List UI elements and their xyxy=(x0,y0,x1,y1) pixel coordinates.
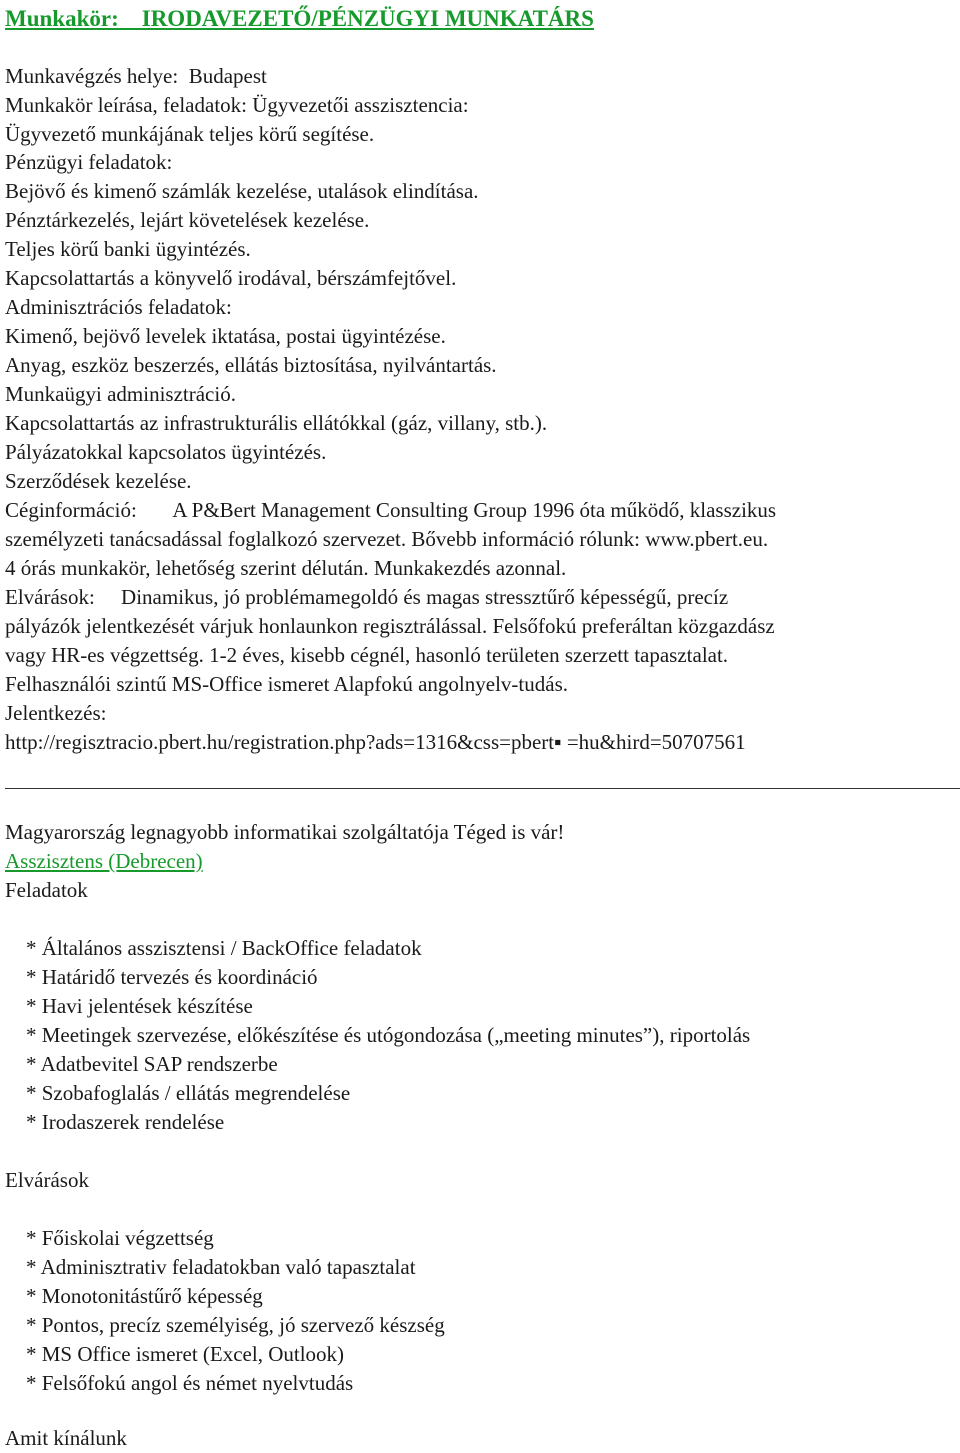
requirement-item: * Főiskolai végzettség xyxy=(26,1226,214,1250)
job1-line: Elvárások: Dinamikus, jó problémamegoldó és magas stressztűrő képességű, precíz xyxy=(5,585,729,609)
requirement-item: * MS Office ismeret (Excel, Outlook) xyxy=(26,1342,345,1366)
job1-line: Munkaügyi adminisztráció. xyxy=(5,382,236,406)
job1-line: Ügyvezető munkájának teljes körű segítése. xyxy=(5,122,375,146)
job1-line: Pályázatokkal kapcsolatos ügyintézés. xyxy=(5,440,327,464)
job1-line: vagy HR-es végzettség. 1-2 éves, kisebb cégnél, hasonló területen szerzett tapasztalat. xyxy=(5,643,729,667)
task-item: * Havi jelentések készítése xyxy=(26,994,253,1018)
job1-line: Munkakör leírása, feladatok: Ügyvezetői asszisztencia: xyxy=(5,93,469,117)
job1-line: Jelentkezés: xyxy=(5,701,107,725)
task-item: * Irodaszerek rendelése xyxy=(26,1110,225,1134)
job1-line: Pénzügyi feladatok: xyxy=(5,150,173,174)
job1-line: személyzeti tanácsadással foglalkozó szervezet. Bővebb információ rólunk: www.pbert.eu. xyxy=(5,527,769,551)
job1-line: Teljes körű banki ügyintézés. xyxy=(5,237,251,261)
job1-line: Kapcsolattartás az infrastrukturális ellátókkal (gáz, villany, stb.). xyxy=(5,411,548,435)
task-item: * Adatbevitel SAP rendszerbe xyxy=(26,1052,278,1076)
job1-line: Adminisztrációs feladatok: xyxy=(5,295,232,319)
job1-line: Céginformáció: A P&Bert Management Consulting Group 1996 óta működő, klasszikus xyxy=(5,498,777,522)
offer-heading: Amit kínálunk xyxy=(5,1426,127,1450)
job1-title: Munkakör: IRODAVEZETŐ/PÉNZÜGYI MUNKATÁRS xyxy=(5,6,594,31)
requirement-item: * Monotonitástűrő képesség xyxy=(26,1284,263,1308)
job1-line: Kimenő, bejövő levelek iktatása, postai ügyintézése. xyxy=(5,324,446,348)
job2-intro: Magyarország legnagyobb informatikai szolgáltatója Téged is vár! xyxy=(5,820,565,844)
job2-title: Asszisztens (Debrecen) xyxy=(5,849,203,873)
task-item: * Határidő tervezés és koordináció xyxy=(26,965,318,989)
tasks-heading: Feladatok xyxy=(5,878,88,902)
requirements-heading: Elvárások xyxy=(5,1168,89,1192)
requirement-item: * Felsőfokú angol és német nyelvtudás xyxy=(26,1371,354,1395)
job1-line: Felhasználói szintű MS-Office ismeret Alapfokú angolnyelv-tudás. xyxy=(5,672,568,696)
requirement-item: * Pontos, precíz személyiség, jó szervező készség xyxy=(26,1313,445,1337)
job1-line: Bejövő és kimenő számlák kezelése, utalások elindítása. xyxy=(5,179,479,203)
job1-line: Szerződések kezelése. xyxy=(5,469,192,493)
task-item: * Szobafoglalás / ellátás megrendelése xyxy=(26,1081,351,1105)
job1-line: Munkavégzés helye: Budapest xyxy=(5,64,267,88)
job1-line: 4 órás munkakör, lehetőség szerint délután. Munkakezdés azonnal. xyxy=(5,556,567,580)
application-url: http://regisztracio.pbert.hu/registration.php?ads=1316&css=pbert▪ =hu&hird=50707561 xyxy=(5,730,746,754)
requirement-item: * Adminisztrativ feladatokban való tapasztalat xyxy=(26,1255,416,1279)
job1-line: Pénztárkezelés, lejárt követelések kezelése. xyxy=(5,208,370,232)
job1-line: Anyag, eszköz beszerzés, ellátás biztosítása, nyilvántartás. xyxy=(5,353,497,377)
task-item: * Meetingek szervezése, előkészítése és utógondozása („meeting minutes”), riportolás xyxy=(26,1023,751,1047)
job1-line: pályázók jelentkezését várjuk honlaunkon regisztrálással. Felsőfokú preferáltan közgazdász xyxy=(5,614,775,638)
job1-line: Kapcsolattartás a könyvelő irodával, bérszámfejtővel. xyxy=(5,266,457,290)
section-divider xyxy=(5,788,960,789)
task-item: * Általános asszisztensi / BackOffice feladatok xyxy=(26,936,422,960)
